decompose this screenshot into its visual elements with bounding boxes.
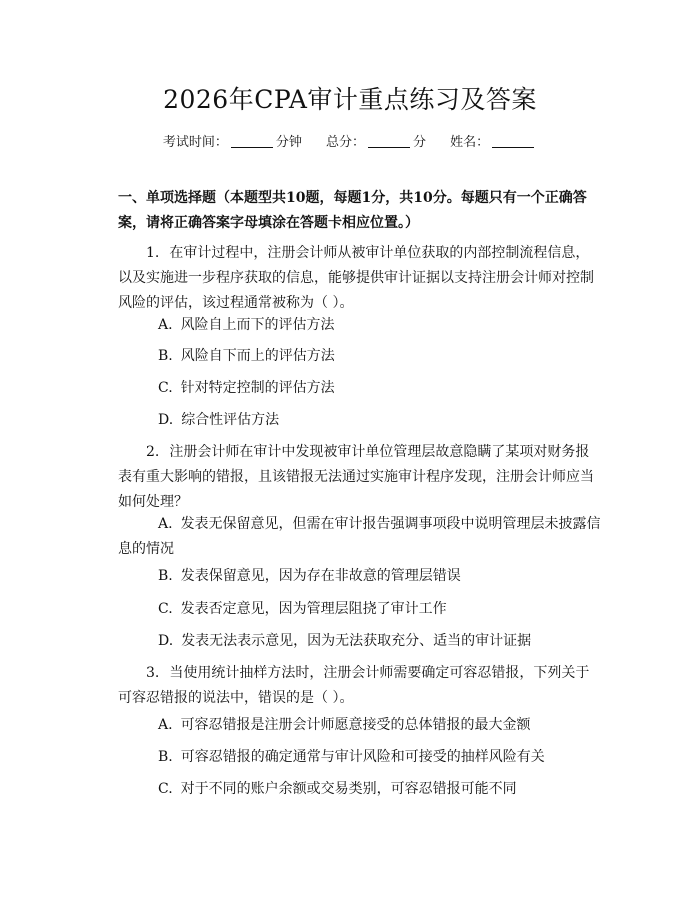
student-name-blank — [492, 147, 534, 148]
option-letter: B. — [158, 568, 173, 584]
student-name-label: 姓名： — [450, 135, 490, 150]
question-2-option-c — [158, 597, 447, 622]
option-text: 可容忍错报的确定通常与审计风险和可接受的抽样风险有关 — [180, 749, 545, 765]
option-letter: B. — [158, 749, 173, 765]
question-3-option-a — [158, 713, 531, 738]
exam-time-label: 考试时间： — [162, 135, 228, 150]
page-title: 2026年CPA审计重点练习及答案 — [163, 85, 537, 114]
option-letter: C. — [158, 601, 173, 617]
exam-meta — [0, 131, 700, 150]
question-number: 2. — [146, 444, 160, 460]
section-heading: 一、单项选择题（本题型共10题，每题1分，共10分。每题只有一个正确答案，请将正确答案字母填涂在答题卡相应位置。） — [118, 190, 587, 231]
option-text: 发表保留意见，因为存在非故意的管理层错误 — [180, 568, 461, 584]
exam-time-unit: 分钟 — [275, 135, 302, 150]
total-score-blank — [368, 147, 410, 148]
option-letter: B. — [158, 348, 173, 364]
option-text: 发表无保留意见，但需在审计报告强调事项段中说明管理层未披露信息的情况 — [118, 516, 601, 557]
question-number: 3. — [146, 665, 160, 681]
question-1-option-a — [158, 313, 335, 338]
option-letter: D. — [158, 633, 174, 649]
question-text: 在审计过程中，注册会计师从被审计单位获取的内部控制流程信息，以及实施进一步程序获取的信息，能够提供审计证据以支持注册会计师对控制风险的评估，该过程通常被称为（ ）。 — [118, 245, 594, 311]
option-letter: A. — [158, 317, 173, 333]
option-text: 对于不同的账户余额或交易类别，可容忍错报可能不同 — [180, 781, 517, 797]
question-3-option-b — [158, 745, 545, 770]
exam-time-blank — [231, 147, 273, 148]
total-score-unit: 分 — [413, 135, 427, 150]
option-text: 可容忍错报是注册会计师愿意接受的总体错报的最大金额 — [180, 717, 531, 733]
question-1-stem — [118, 241, 602, 316]
option-text: 发表否定意见，因为管理层阻挠了审计工作 — [180, 601, 447, 617]
question-1-option-d — [158, 408, 279, 433]
question-2-option-b — [158, 564, 461, 589]
option-letter: A. — [158, 516, 173, 532]
question-2-option-d — [158, 629, 531, 654]
question-3-option-c — [158, 777, 517, 802]
option-text: 风险自下而上的评估方法 — [180, 348, 335, 364]
option-letter: D. — [158, 412, 174, 428]
option-letter: C. — [158, 380, 173, 396]
question-text: 当使用统计抽样方法时，注册会计师需要确定可容忍错报，下列关于可容忍错报的说法中，错误的是（ ）。 — [118, 665, 590, 706]
student-name — [450, 135, 537, 150]
total-score — [326, 135, 426, 150]
exam-time — [163, 135, 302, 150]
option-text: 综合性评估方法 — [181, 412, 280, 428]
question-number: 1. — [146, 245, 160, 261]
question-1-option-c — [158, 376, 335, 401]
question-text: 注册会计师在审计中发现被审计单位管理层故意隐瞒了某项对财务报表有重大影响的错报，且该错报无法通过实施审计程序发现，注册会计师应当如何处理？ — [118, 444, 594, 510]
total-score-label: 总分： — [325, 135, 365, 150]
question-2-option-a — [118, 512, 602, 562]
question-2-stem — [118, 440, 602, 515]
option-text: 发表无法表示意见，因为无法获取充分、适当的审计证据 — [181, 633, 532, 649]
question-3-stem — [118, 661, 602, 711]
question-1-option-b — [158, 344, 335, 369]
option-letter: C. — [158, 781, 173, 797]
option-text: 风险自上而下的评估方法 — [180, 317, 335, 333]
option-letter: A. — [158, 717, 173, 733]
option-text: 针对特定控制的评估方法 — [180, 380, 335, 396]
